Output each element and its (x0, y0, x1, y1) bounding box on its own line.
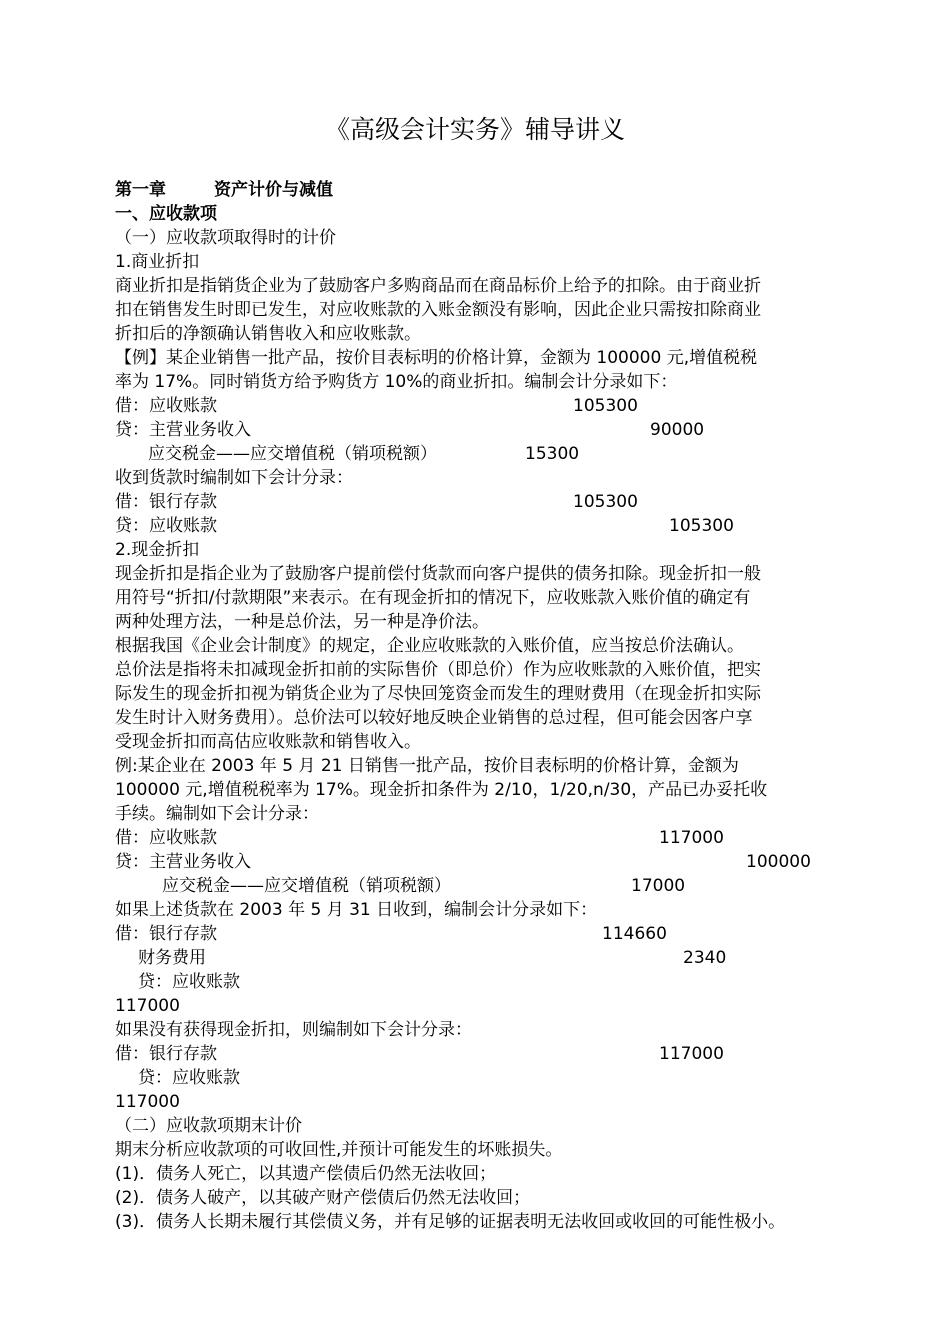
example-line: 【例】某企业销售一批产品，按价目表标明的价格计算，金额为 100000 元,增值税税 (115, 348, 758, 368)
entry-credit-account: 贷：应收账款 (138, 1068, 240, 1088)
paragraph-line: 期末分析应收款项的可收回性,并预计可能发生的坏账损失。 (115, 1140, 563, 1160)
entry-tax-amount: 15300 (525, 444, 580, 464)
item-heading-cash-discount: 2.现金折扣 (115, 540, 200, 560)
entry-credit-amount: 100000 (746, 852, 811, 872)
chapter-heading (115, 178, 333, 202)
paragraph-line: 受现金折扣而高估应收账款和销售收入。 (115, 732, 421, 752)
entry-fee-amount: 2340 (683, 948, 727, 968)
entry-credit-amount: 117000 (115, 996, 180, 1016)
entry-debit-amount: 117000 (659, 1044, 724, 1064)
paragraph-line: 如果没有获得现金折扣，则编制如下会计分录： (115, 1020, 472, 1040)
paragraph-line: 收到货款时编制如下会计分录： (115, 468, 353, 488)
subsection-heading: （一）应收款项取得时的计价 (115, 228, 336, 248)
entry-debit-amount: 105300 (573, 396, 638, 416)
entry-debit-amount: 105300 (573, 492, 638, 512)
list-item: (3)．债务人长期未履行其偿债义务，并有足够的证据表明无法收回或收回的可能性极小。 (115, 1212, 786, 1232)
entry-tax-account: 应交税金——应交增值税（销项税额） (162, 876, 451, 896)
item-heading-trade-discount: 1.商业折扣 (115, 252, 200, 272)
entry-tax-amount: 17000 (631, 876, 686, 896)
section-heading: 一、应收款项 (115, 204, 217, 224)
paragraph-line: 商业折扣是指销货企业为了鼓励客户多购商品而在商品标价上给予的扣除。由于商业折 (115, 276, 761, 296)
entry-tax-account: 应交税金——应交增值税（销项税额） (148, 444, 437, 464)
entry-credit-account: 贷：主营业务收入 (115, 852, 251, 872)
entry-fee-account: 财务费用 (138, 948, 206, 968)
document-title: 《高级会计实务》辅导讲义 (324, 115, 625, 144)
chapter-name: 资产计价与减值 (214, 180, 333, 200)
entry-credit-amount: 105300 (669, 516, 734, 536)
entry-debit-account: 借：银行存款 (115, 924, 217, 944)
paragraph-line: 用符号“折扣/付款期限”来表示。在有现金折扣的情况下，应收账款入账价值的确定有 (115, 588, 751, 608)
entry-debit-account: 借：应收账款 (115, 828, 217, 848)
example-line: 100000 元,增值税税率为 17%。现金折扣条件为 2/10，1/20,n/30，产品已办妥托收 (115, 780, 768, 800)
entry-credit-account: 贷：应收账款 (115, 516, 217, 536)
chapter-number: 第一章 (115, 180, 166, 200)
example-line: 例:某企业在 2003 年 5 月 21 日销售一批产品，按价目表标明的价格计算，金额为 (115, 756, 739, 776)
paragraph-line: 如果上述货款在 2003 年 5 月 31 日收到，编制会计分录如下： (115, 900, 598, 920)
subsection-heading: （二）应收款项期末计价 (115, 1116, 302, 1136)
entry-debit-amount: 114660 (602, 924, 667, 944)
example-line: 率为 17%。同时销货方给予购货方 10%的商业折扣。编制会计分录如下： (115, 372, 678, 392)
example-line: 手续。编制如下会计分录： (115, 804, 319, 824)
entry-debit-account: 借：银行存款 (115, 492, 217, 512)
list-item: (1)．债务人死亡，以其遗产偿债后仍然无法收回； (115, 1164, 497, 1184)
entry-debit-account: 借：银行存款 (115, 1044, 217, 1064)
entry-debit-amount: 117000 (659, 828, 724, 848)
paragraph-line: 发生时计入财务费用）。总价法可以较好地反映企业销售的总过程，但可能会因客户享 (115, 708, 753, 728)
paragraph-line: 折扣后的净额确认销售收入和应收账款。 (115, 324, 421, 344)
paragraph-line: 扣在销售发生时即已发生，对应收账款的入账金额没有影响，因此企业只需按扣除商业 (115, 300, 761, 320)
paragraph-line: 际发生的现金折扣视为销货企业为了尽快回笼资金而发生的理财费用（在现金折扣实际 (115, 684, 761, 704)
entry-credit-amount: 117000 (115, 1092, 180, 1112)
paragraph-line: 两种处理方法，一种是总价法，另一种是净价法。 (115, 612, 489, 632)
paragraph-line: 总价法是指将未扣减现金折扣前的实际售价（即总价）作为应收账款的入账价值，把实 (115, 660, 761, 680)
paragraph-line: 现金折扣是指企业为了鼓励客户提前偿付货款而向客户提供的债务扣除。现金折扣一般 (115, 564, 761, 584)
entry-credit-amount: 90000 (650, 420, 705, 440)
entry-debit-account: 借：应收账款 (115, 396, 217, 416)
list-item: (2)．债务人破产，以其破产财产偿债后仍然无法收回； (115, 1188, 531, 1208)
entry-credit-account: 贷：应收账款 (138, 972, 240, 992)
entry-credit-account: 贷：主营业务收入 (115, 420, 251, 440)
paragraph-line: 根据我国《企业会计制度》的规定，企业应收账款的入账价值，应当按总价法确认。 (115, 636, 744, 656)
